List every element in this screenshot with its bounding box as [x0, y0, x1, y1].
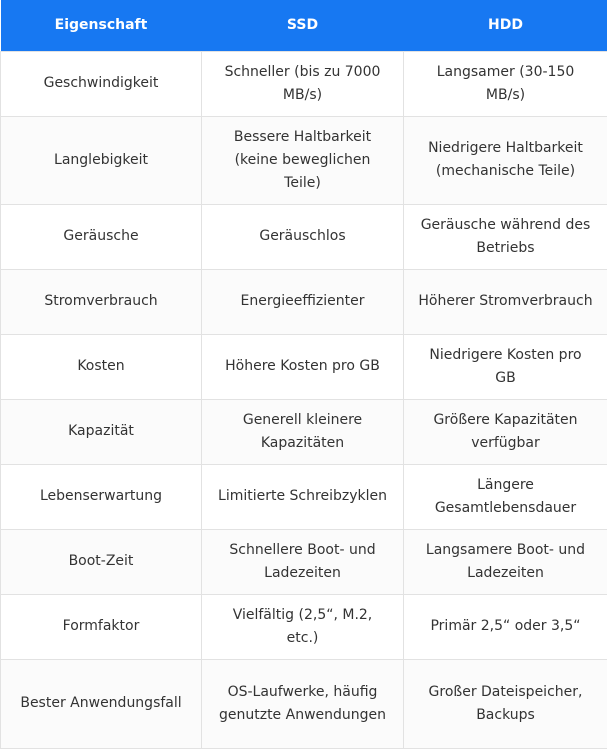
property-cell: Geräusche	[1, 204, 202, 269]
table-row	[1, 399, 607, 464]
table-row	[1, 269, 607, 334]
hdd-cell: Längere Gesamtlebensdauer	[404, 464, 607, 529]
table-row	[1, 116, 607, 204]
header-row	[1, 0, 607, 51]
ssd-cell: Limitierte Schreibzyklen	[202, 464, 404, 529]
property-cell: Boot-Zeit	[1, 529, 202, 594]
table-row	[1, 659, 607, 748]
hdd-cell: Höherer Stromverbrauch	[404, 269, 607, 334]
table-row	[1, 204, 607, 269]
ssd-cell: Höhere Kosten pro GB	[202, 334, 404, 399]
hdd-cell: Primär 2,5“ oder 3,5“	[404, 594, 607, 659]
hdd-cell: Niedrigere Haltbarkeit (mechanische Teile)	[404, 116, 607, 204]
table-row	[1, 529, 607, 594]
ssd-cell: Schnellere Boot- und Ladezeiten	[202, 529, 404, 594]
property-cell: Kosten	[1, 334, 202, 399]
property-cell: Geschwindigkeit	[1, 51, 202, 116]
table-row	[1, 464, 607, 529]
hdd-cell: Großer Dateispeicher, Backups	[404, 659, 607, 748]
header-ssd: SSD	[286, 17, 319, 34]
ssd-cell: OS-Laufwerke, häufig genutzte Anwendungen	[202, 659, 404, 748]
table-row	[1, 594, 607, 659]
ssd-cell: Schneller (bis zu 7000 MB/s)	[202, 51, 404, 116]
ssd-cell: Geräuschlos	[202, 204, 404, 269]
hdd-cell: Niedrigere Kosten pro GB	[404, 334, 607, 399]
ssd-cell: Energieeffizienter	[202, 269, 404, 334]
hdd-cell: Größere Kapazitäten verfügbar	[404, 399, 607, 464]
property-cell: Bester Anwendungsfall	[1, 659, 202, 748]
ssd-cell: Bessere Haltbarkeit (keine beweglichen Teile)	[202, 116, 404, 204]
header-hdd: HDD	[488, 17, 523, 34]
table-row	[1, 51, 607, 116]
table-row	[1, 334, 607, 399]
property-cell: Kapazität	[1, 399, 202, 464]
property-cell: Formfaktor	[1, 594, 202, 659]
hdd-cell: Langsamere Boot- und Ladezeiten	[404, 529, 607, 594]
property-cell: Stromverbrauch	[1, 269, 202, 334]
hdd-cell: Geräusche während des Betriebs	[404, 204, 607, 269]
property-cell: Langlebigkeit	[1, 116, 202, 204]
ssd-cell: Vielfältig (2,5“, M.2, etc.)	[202, 594, 404, 659]
ssd-cell: Generell kleinere Kapazitäten	[202, 399, 404, 464]
property-cell: Lebenserwartung	[1, 464, 202, 529]
header-property: Eigenschaft	[54, 17, 148, 34]
hdd-cell: Langsamer (30-150 MB/s)	[404, 51, 607, 116]
